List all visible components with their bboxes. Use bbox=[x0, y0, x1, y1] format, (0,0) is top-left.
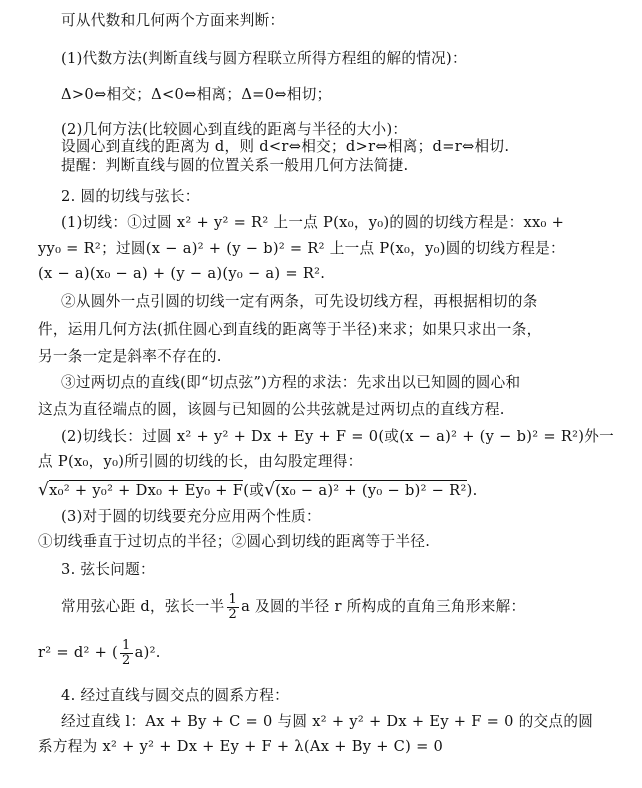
text-line-16: (2)切线长：过圆 x² + y² + Dx + Ey + F = 0(或(x − a)² + (y − b)² = R²)外一 bbox=[61, 428, 615, 445]
text-line-17: 点 P(x₀，y₀)所引圆的切线的长，由勾股定理得： bbox=[38, 453, 363, 470]
text-line-24: 4. 经过直线与圆交点的圆系方程： bbox=[61, 687, 289, 704]
text-line-21: 3. 弦长问题： bbox=[61, 561, 155, 578]
fraction-numerator-2: 1 bbox=[122, 637, 131, 653]
chord-formula-b: a)². bbox=[134, 644, 161, 661]
fraction-denominator-2: 2 bbox=[122, 652, 131, 668]
chord-text-a: 常用弦心距 d，弦长一半 bbox=[61, 598, 225, 615]
fraction-half-2 bbox=[120, 639, 133, 668]
text-line-12: 件，运用几何方法(抓住圆心到直线的距离等于半径)来求；如果只求出一条， bbox=[38, 321, 542, 338]
text-line-9: yy₀ = R²；过圆(x − a)² + (y − b)² = R² 上一点 P(x₀，y₀)圆的切线方程是： bbox=[38, 240, 565, 257]
text-line-26: 系方程为 x² + y² + Dx + Ey + F + λ(Ax + By + C) = 0 bbox=[38, 738, 444, 755]
text-line-7: 2. 圆的切线与弦长： bbox=[61, 188, 200, 205]
text-line-5: 设圆心到直线的距离为 d，则 d<r⇔相交；d>r⇔相离；d=r⇔相切. bbox=[61, 138, 510, 155]
text-line-10: (x − a)(x₀ − a) + (y − a)(y₀ − a) = R². bbox=[38, 265, 326, 282]
text-line-6: 提醒：判断直线与圆的位置关系一般用几何方法简捷. bbox=[61, 157, 409, 174]
fraction-denominator: 2 bbox=[228, 606, 238, 622]
text-line-1: 可从代数和几何两个方面来判断： bbox=[61, 12, 285, 29]
text-line-11: ②从圆外一点引圆的切线一定有两条，可先设切线方程，再根据相切的条 bbox=[61, 293, 538, 310]
text-line-2: (1)代数方法(判断直线与圆方程联立所得方程组的解的情况)： bbox=[61, 50, 467, 67]
sqrt-symbol-2: √ bbox=[264, 480, 276, 500]
text-line-3: Δ>0⇔相交；Δ<0⇔相离；Δ=0⇔相切； bbox=[61, 86, 332, 103]
fraction-half bbox=[227, 593, 240, 622]
sqrt-symbol: √ bbox=[38, 480, 50, 500]
text-line-25: 经过直线 l：Ax + By + C = 0 与圆 x² + y² + Dx + Ey + F = 0 的交点的圆 bbox=[61, 713, 594, 730]
formula-or-text: (或 bbox=[243, 482, 265, 499]
text-line-20: ①切线垂直于过切点的半径；②圆心到切线的距离等于半径. bbox=[38, 533, 431, 550]
fraction-numerator: 1 bbox=[228, 591, 238, 607]
chord-formula-line bbox=[38, 636, 161, 670]
text-line-13: 另一条一定是斜率不存在的. bbox=[38, 348, 222, 365]
formula-close: ). bbox=[466, 482, 478, 499]
text-line-19: (3)对于圆的切线要充分应用两个性质： bbox=[61, 508, 321, 525]
chord-formula-a: r² = d² + ( bbox=[38, 644, 119, 661]
tangent-length-formula bbox=[38, 480, 478, 501]
chord-text-b: a 及圆的半径 r 所构成的直角三角形来解： bbox=[241, 598, 526, 615]
text-line-14: ③过两切点的直线(即“切点弦”)方程的求法：先求出以已知圆的圆心和 bbox=[61, 374, 521, 391]
chord-method-line bbox=[61, 590, 525, 624]
text-line-15: 这点为直径端点的圆，该圆与已知圆的公共弦就是过两切点的直线方程. bbox=[38, 401, 505, 418]
sqrt-radicand-2: (x₀ − a)² + (y₀ − b)² − R² bbox=[275, 482, 467, 499]
text-line-4: (2)几何方法(比较圆心到直线的距离与半径的大小)： bbox=[61, 121, 408, 138]
text-line-8: (1)切线：①过圆 x² + y² = R² 上一点 P(x₀，y₀)的圆的切线方程是：xx₀ + bbox=[61, 214, 565, 231]
sqrt-radicand-1: x₀² + y₀² + Dx₀ + Ey₀ + F bbox=[49, 482, 244, 499]
